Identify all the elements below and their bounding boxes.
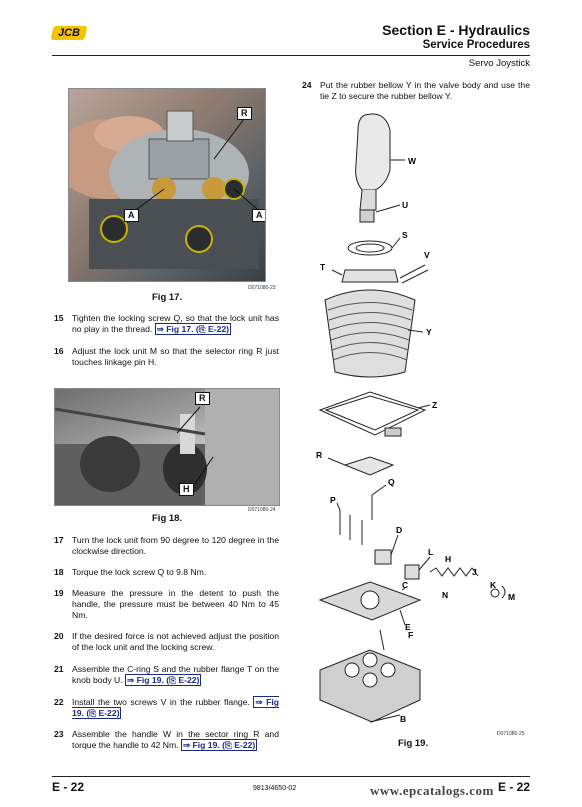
fig19-label-m: M <box>508 592 516 602</box>
watermark: www.epcatalogs.com <box>370 783 494 798</box>
jcb-logo: JCB <box>51 26 88 40</box>
fig19-label-r: R <box>316 450 323 460</box>
fig19-exploded-diagram <box>290 110 540 740</box>
fig19-code: D071080-25 <box>497 731 525 737</box>
step-number: 21 <box>54 664 64 674</box>
fig19-label-z: Z <box>432 400 438 410</box>
step-number: 15 <box>54 313 64 323</box>
fig19-label-b: B <box>400 714 407 724</box>
fig19-label-j: J <box>472 567 477 577</box>
fig-link[interactable]: ⇒ Fig 19. (⎘ E-22) <box>182 740 256 750</box>
fig19-caption: Fig 19. <box>398 738 429 749</box>
fig19-label-v: V <box>424 250 430 260</box>
fig19-label-q: Q <box>388 477 395 487</box>
fig19-label-s: S <box>402 230 408 240</box>
page-number-right: E - 22 <box>497 780 530 794</box>
footer-divider <box>52 776 530 777</box>
fig17-code: D071080-23 <box>248 285 276 291</box>
fig19-label-w: W <box>408 156 417 166</box>
fig17-caption: Fig 17. <box>152 292 183 303</box>
step-text: Put the rubber bellow Y in the valve body and use the tie Z to secure the rubber bellow Y. <box>320 80 530 101</box>
section-subtitle: Service Procedures <box>422 39 530 51</box>
fig18-label-r: R <box>195 392 210 405</box>
document-number: 9813/4650-02 <box>253 785 297 792</box>
fig19-label-u: U <box>402 200 409 210</box>
step-text: Install the two screws V in the rubber flange. <box>72 697 250 707</box>
fig17-illustration <box>69 89 265 281</box>
fig19-label-k: K <box>490 580 497 590</box>
fig-link[interactable]: ⇒ Fig 19. (⎘ E-22) <box>127 675 200 685</box>
fig19-label-h: H <box>445 554 452 564</box>
step-text: Measure the pressure in the detent to push the handle, the pressure must be between 40 Nm to 45 Nm. <box>72 588 279 620</box>
step-text: Torque the lock screw Q to 9.8 Nm. <box>72 567 207 577</box>
fig18-label-h: H <box>179 483 194 496</box>
fig19-label-t: T <box>320 262 326 272</box>
fig19-label-e: E <box>405 622 411 632</box>
step-text: If the desired force is not achieved adjust the position of the lock unit and the locking screw. <box>72 631 279 652</box>
step-number: 17 <box>54 535 64 545</box>
step-number: 24 <box>302 80 312 90</box>
step-number: 23 <box>54 729 64 739</box>
fig18-caption: Fig 18. <box>152 513 183 524</box>
page-number-left: E - 22 <box>52 780 85 794</box>
fig17-label-a-right: A <box>252 209 266 222</box>
step-number: 16 <box>54 346 64 356</box>
fig19-label-y: Y <box>426 327 432 337</box>
fig18-code: D071080-24 <box>248 507 276 513</box>
fig19-label-p: P <box>330 495 336 505</box>
fig19-label-f: F <box>408 630 414 640</box>
fig17-label-a-left: A <box>124 209 139 222</box>
step-number: 18 <box>54 567 64 577</box>
fig17-photo <box>68 88 266 282</box>
step-text: Adjust the lock unit M so that the selector ring R just touches linkage pin H. <box>72 346 279 367</box>
step-number: 22 <box>54 697 64 707</box>
fig-link[interactable]: ⇒ Fig 19. (⎘ E-22) <box>72 697 279 718</box>
fig19-label-c: C <box>402 580 409 590</box>
step-number: 20 <box>54 631 64 641</box>
fig19-label-n: N <box>442 590 449 600</box>
fig18-illustration <box>55 389 279 505</box>
step-text: Tighten the locking screw Q, so that the lock unit has no play in the thread. <box>72 313 279 334</box>
fig17-label-r: R <box>237 107 252 120</box>
section-title: Section E - Hydraulics <box>382 22 530 38</box>
step-text: Assemble the handle W in the sector ring R and torque the handle to 42 Nm. <box>72 729 279 750</box>
fig-link[interactable]: ⇒ Fig 17. (⎘ E-22) <box>156 324 229 334</box>
fig19-label-d: D <box>396 525 403 535</box>
fig19-label-l: L <box>428 547 434 557</box>
step-number: 19 <box>54 588 64 598</box>
topic-label: Servo Joystick <box>468 58 530 69</box>
step-text: Assemble the C-ring S and the rubber flange T on the knob body U. <box>72 664 279 685</box>
step-text: Turn the lock unit from 90 degree to 120 degree in the clockwise direction. <box>72 535 279 556</box>
fig18-photo <box>54 388 280 506</box>
header-divider <box>52 55 530 56</box>
